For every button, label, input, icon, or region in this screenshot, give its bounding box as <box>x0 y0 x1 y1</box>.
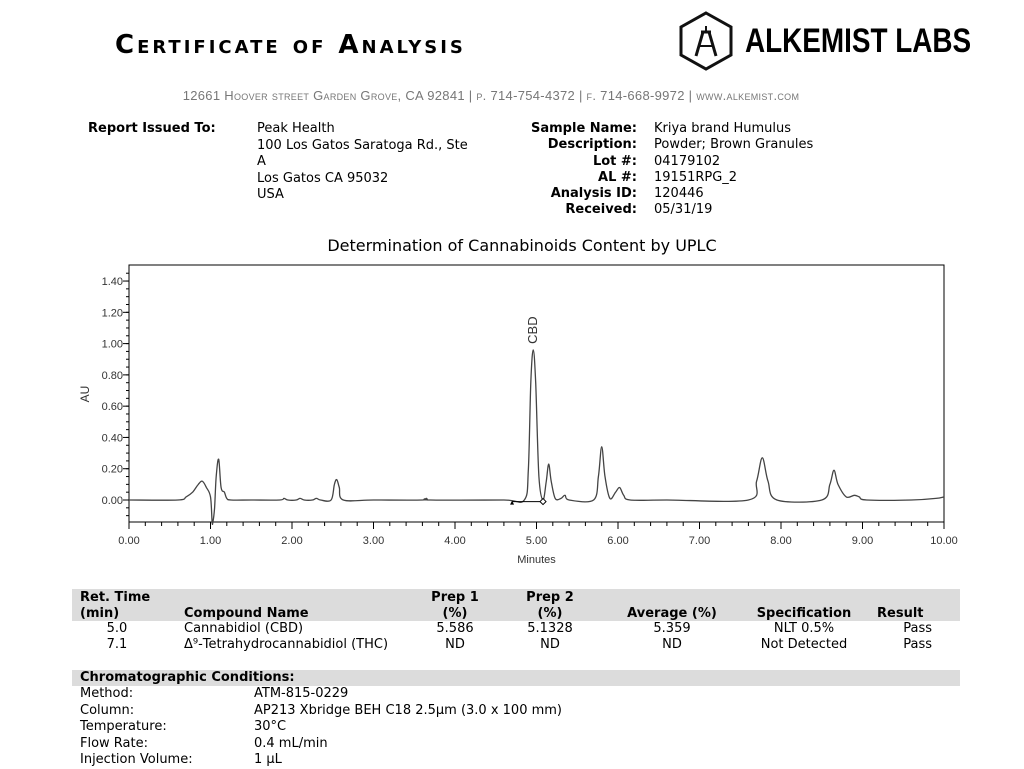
prep1-cell: ND <box>445 637 465 652</box>
condition-row <box>72 719 960 736</box>
logo-text: ALKEMIST LABS <box>745 21 972 60</box>
field-value: Powder; Brown Granules <box>654 137 814 153</box>
result-cell: Pass <box>903 637 932 652</box>
table-row <box>72 621 960 637</box>
chromatogram-trace <box>129 350 944 524</box>
document-title: Certificate of Analysis <box>115 30 466 60</box>
x-tick-label: 7.00 <box>688 535 711 547</box>
ret-time-cell: 5.0 <box>106 621 128 636</box>
x-tick-label: 10.00 <box>930 535 958 547</box>
y-tick-label: 0.20 <box>101 463 123 476</box>
x-tick-label: 5.00 <box>525 535 548 547</box>
field-value: Kriya brand Humulus <box>654 121 792 136</box>
average-cell: ND <box>662 637 682 652</box>
address-line: USA <box>257 187 284 202</box>
condition-value: 30°C <box>254 719 287 734</box>
field-value: 05/31/19 <box>654 202 713 218</box>
y-tick-label: 1.40 <box>101 276 123 289</box>
spec-cell: NLT 0.5% <box>773 621 835 636</box>
x-tick-label: 6.00 <box>607 535 629 547</box>
field-value: 120446 <box>654 186 704 202</box>
field-value: 19151RPG_2 <box>654 169 738 185</box>
compound-cell: Cannabidiol (CBD) <box>184 621 304 636</box>
spec-cell: Not Detected <box>760 637 848 652</box>
condition-label: Temperature: <box>80 719 167 734</box>
address-line: 100 Los Gatos Saratoga Rd., Ste <box>257 137 468 153</box>
peak-end-marker-icon <box>540 499 546 505</box>
address-line: A <box>257 154 266 169</box>
condition-value: ATM-815-0229 <box>254 686 349 701</box>
field-label: Received: <box>565 202 637 218</box>
y-tick-label: 0.60 <box>101 401 123 414</box>
x-tick-label: 1.00 <box>199 535 222 547</box>
header-ret-time: Ret. Time (min) <box>80 590 151 621</box>
y-tick-label: 1.00 <box>101 338 123 351</box>
header-prep2: Prep 2 (%) <box>526 590 574 621</box>
table-header <box>72 589 960 621</box>
results-table <box>72 589 960 653</box>
address-line: Los Gatos CA 95032 <box>257 170 389 186</box>
address-line: Peak Health <box>257 121 335 136</box>
condition-label: Method: <box>80 686 134 701</box>
condition-value: 0.4 mL/min <box>254 735 328 751</box>
field-label: Description: <box>547 137 637 153</box>
condition-row <box>72 752 960 769</box>
condition-row <box>72 686 960 703</box>
y-tick-label: 0.80 <box>101 369 123 382</box>
field-label: Sample Name: <box>531 121 637 136</box>
y-tick-label: 0.00 <box>101 495 123 507</box>
header-prep1: Prep 1 (%) <box>431 590 479 621</box>
prep1-cell: 5.586 <box>436 621 474 636</box>
x-tick-label: 3.00 <box>362 535 385 547</box>
report-issued-to-label: Report Issued To: <box>88 121 216 136</box>
prep2-cell: 5.1328 <box>527 621 573 636</box>
ret-time-cell: 7.1 <box>106 637 128 652</box>
header-result: Result <box>877 606 924 621</box>
x-tick-label: 9.00 <box>851 535 874 547</box>
condition-row <box>72 736 960 753</box>
chart-title: Determination of Cannabinoids Content by UPLC <box>327 236 717 255</box>
condition-value: 1 µL <box>254 752 282 767</box>
field-label: Analysis ID: <box>550 186 637 202</box>
condition-label: Column: <box>80 702 135 718</box>
conditions-heading: Chromatographic Conditions: <box>72 670 960 686</box>
x-tick-label: 4.00 <box>444 535 466 547</box>
y-tick-label: 1.20 <box>101 307 123 320</box>
field-value: 04179102 <box>654 153 721 169</box>
compound-cell: Δ⁹-Tetrahydrocannabidiol (THC) <box>184 637 389 652</box>
condition-label: Flow Rate: <box>80 735 148 751</box>
table-row <box>72 637 960 653</box>
condition-label: Injection Volume: <box>80 752 193 767</box>
chromatographic-conditions <box>72 670 960 769</box>
peak-label-cbd: CBD <box>525 316 541 344</box>
x-tick-label: 2.00 <box>281 535 303 547</box>
x-tick-label: 0.00 <box>118 535 140 547</box>
header-specification: Specification <box>756 606 852 621</box>
chart-plot <box>78 265 958 566</box>
result-cell: Pass <box>903 621 932 636</box>
company-address: 12661 Hoover street Garden Grove, CA 92841 | p. 714-754-4372 | f. 714-668-9972 | www.alkemist.com <box>182 88 800 103</box>
field-label: Lot #: <box>592 153 637 169</box>
condition-value: AP213 Xbridge BEH C18 2.5µm (3.0 x 100 mm) <box>254 702 563 718</box>
y-tick-label: 0.40 <box>101 432 123 445</box>
condition-row <box>72 703 960 720</box>
average-cell: 5.359 <box>653 621 691 636</box>
y-axis-label: AU <box>78 385 92 403</box>
x-tick-label: 8.00 <box>770 535 792 547</box>
x-axis-label: Minutes <box>517 554 556 566</box>
field-label: AL #: <box>598 169 637 185</box>
header-compound: Compound Name <box>184 606 309 621</box>
prep2-cell: ND <box>540 637 560 652</box>
header-average: Average (%) <box>627 606 717 621</box>
